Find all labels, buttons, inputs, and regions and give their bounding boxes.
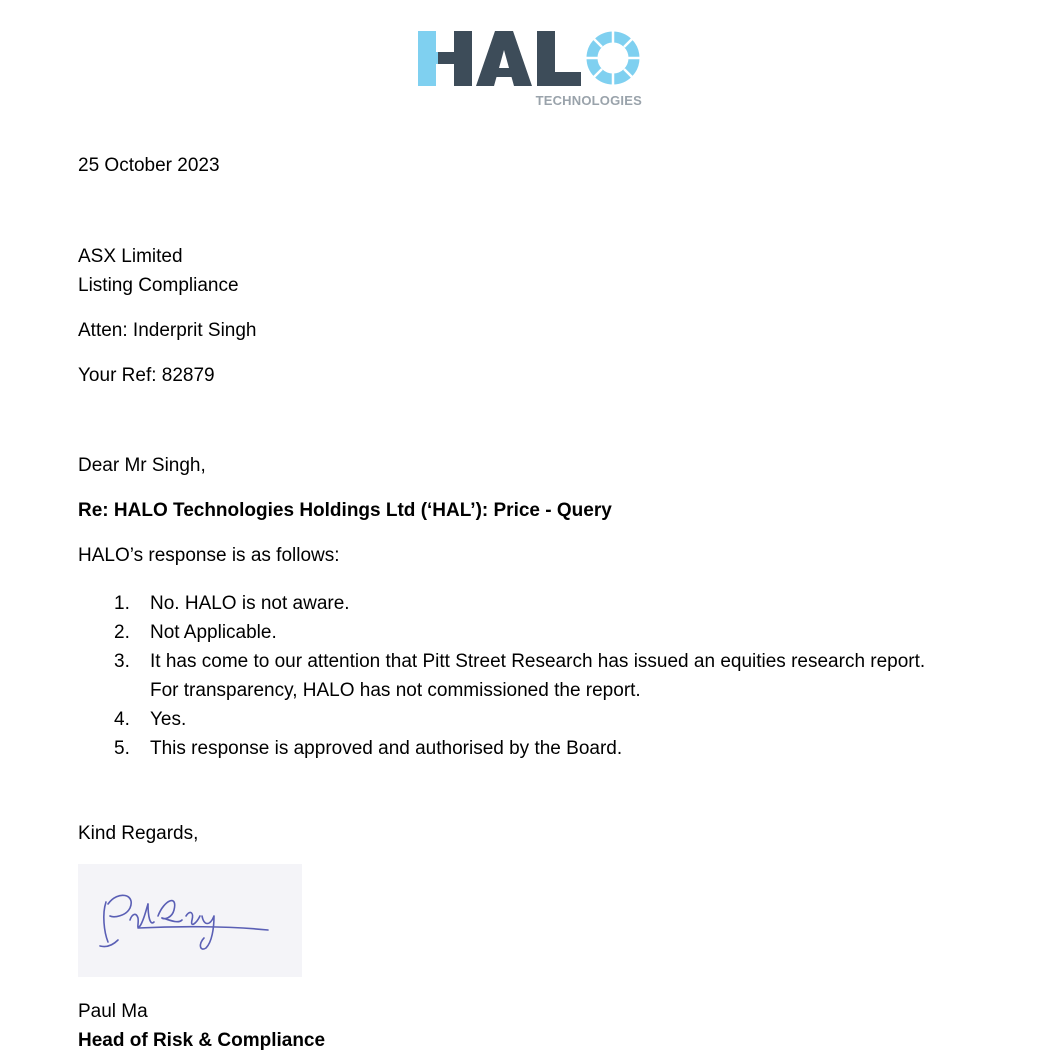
list-text: It has come to our attention that Pitt Street Research has issued an equities research report. (150, 651, 926, 672)
list-text: No. HALO is not aware. (150, 593, 350, 614)
signature-image (78, 864, 302, 977)
reference-number: Your Ref: 82879 (78, 365, 215, 386)
list-text: This response is approved and authorised by the Board. (150, 738, 623, 759)
list-item (114, 618, 925, 647)
list-item (114, 734, 925, 763)
list-item (114, 705, 925, 734)
letter-date: 25 October 2023 (78, 155, 220, 176)
intro-text: HALO’s response is as follows: (78, 545, 340, 566)
subject-line: Re: HALO Technologies Holdings Ltd (‘HAL’): Price - Query (78, 500, 612, 521)
halo-logo (416, 28, 644, 112)
list-number: 2. (114, 622, 130, 643)
closing: Kind Regards, (78, 823, 199, 844)
list-item (114, 647, 925, 705)
response-list (114, 589, 925, 763)
recipient-department: Listing Compliance (78, 275, 239, 296)
recipient-attention: Atten: Inderprit Singh (78, 320, 257, 341)
list-number: 5. (114, 738, 130, 759)
salutation: Dear Mr Singh, (78, 455, 206, 476)
svg-text:TECHNOLOGIES: TECHNOLOGIES (535, 93, 642, 108)
list-text-continued: For transparency, HALO has not commissioned the report. (150, 680, 641, 701)
list-number: 4. (114, 709, 130, 730)
list-number: 1. (114, 593, 130, 614)
list-text: Yes. (150, 709, 187, 730)
list-number: 3. (114, 651, 130, 672)
signatory-name: Paul Ma (78, 1001, 148, 1022)
list-item (114, 589, 925, 618)
recipient-company: ASX Limited (78, 246, 183, 267)
list-text: Not Applicable. (150, 622, 277, 643)
signatory-title: Head of Risk & Compliance (78, 1030, 326, 1051)
